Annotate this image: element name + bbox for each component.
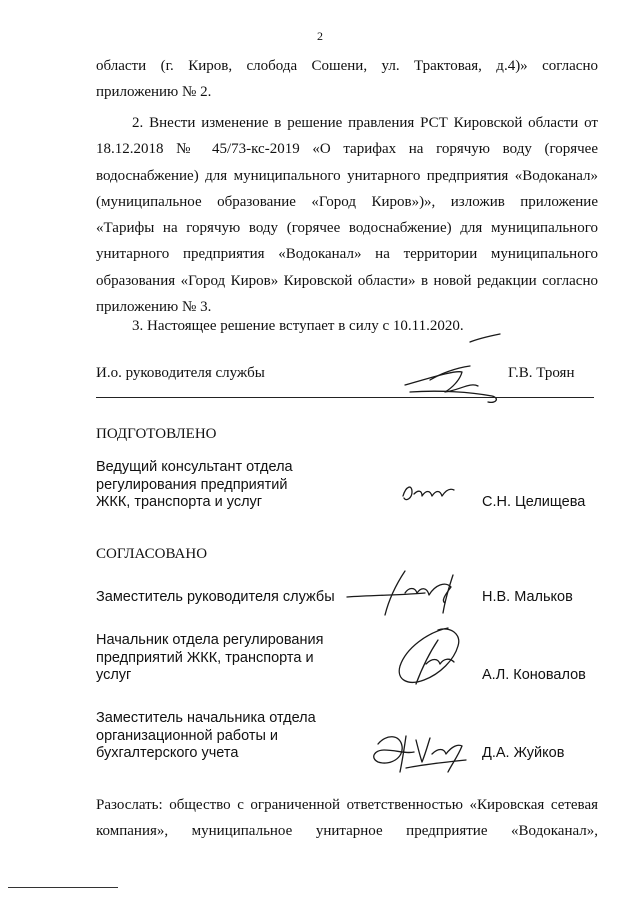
position-line: Заместитель руководителя службы <box>96 589 335 605</box>
head-name-text: Г.В. Троян <box>508 365 575 381</box>
prepared-signature <box>398 476 458 510</box>
prepared-heading <box>96 421 296 447</box>
position-line: Начальник отдела регулирования <box>96 632 324 648</box>
text-line: приложению № 3. <box>96 299 212 316</box>
head-title <box>96 360 276 386</box>
position-line: организационной работы и <box>96 727 279 744</box>
agreed-name-2: А.Л. Коновалов <box>482 667 586 683</box>
prepared-position <box>96 459 356 512</box>
agreed-signature-2 <box>388 620 473 695</box>
text-line: приложению № 2. <box>96 84 212 101</box>
head-name <box>508 360 598 386</box>
paragraph-1-continuation <box>96 53 598 106</box>
text-line: 18.12.2018 № 45/73-кс-2019 «О тарифах на горячую воду (горячее <box>96 141 598 158</box>
agreed-signature-3 <box>366 722 476 777</box>
text-line: «Тарифы на горячую воду (горячее водоснабжение) для муниципального <box>96 220 598 237</box>
footer-line <box>8 887 118 888</box>
agreed-heading <box>96 541 296 567</box>
agreed-name-1: Н.В. Мальков <box>482 589 573 605</box>
text-line: (муниципальное образование «Город Киров»)», изложив приложение <box>96 193 598 210</box>
position-line: регулирования предприятий <box>96 476 288 493</box>
prepared-heading-text: ПОДГОТОВЛЕНО <box>96 426 217 442</box>
agreed-position-2 <box>96 632 356 685</box>
text-line: области (г. Киров, слобода Сошени, ул. Трактовая, д.4)» согласно <box>96 58 598 74</box>
text-line: 2. Внести изменение в решение правления РСТ Кировской области от <box>132 115 598 131</box>
text-line: водоснабжение) для муниципального унитарного предприятия «Водоканал» <box>96 167 598 184</box>
text-line: Разослать: общество с ограниченной ответственностью «Кировская сетевая <box>96 797 598 813</box>
position-line: предприятий ЖКК, транспорта и <box>96 649 314 666</box>
position-line: услуг <box>96 667 132 683</box>
agreed-position-1 <box>96 589 356 607</box>
text-line: унитарного предприятия «Водоканал» на территории муниципального <box>96 246 598 263</box>
position-line: ЖКК, транспорта и услуг <box>96 494 263 510</box>
position-line: Ведущий консультант отдела <box>96 459 293 475</box>
paragraph-3 <box>132 313 592 339</box>
prepared-name: С.Н. Целищева <box>482 494 586 510</box>
position-line: бухгалтерского учета <box>96 745 239 761</box>
head-signature <box>400 330 510 405</box>
agreed-heading-text: СОГЛАСОВАНО <box>96 546 208 562</box>
text-line: 3. Настоящее решение вступает в силу с 10.11.2020. <box>132 318 464 334</box>
agreed-name-3: Д.А. Жуйков <box>482 745 565 761</box>
position-line: Заместитель начальника отдела <box>96 710 316 726</box>
divider-line <box>96 397 594 398</box>
text-line: образования «Город Киров» Кировской области» в новой редакции согласно <box>96 272 598 289</box>
agreed-position-3 <box>96 710 356 763</box>
text-line: компания», муниципальное унитарное предприятие «Водоканал», <box>96 823 598 840</box>
distribution-list <box>96 792 598 845</box>
page-number: 2 <box>317 29 323 43</box>
paragraph-2 <box>96 110 598 320</box>
head-title-text: И.о. руководителя службы <box>96 365 265 381</box>
agreed-signature-1 <box>345 565 475 620</box>
